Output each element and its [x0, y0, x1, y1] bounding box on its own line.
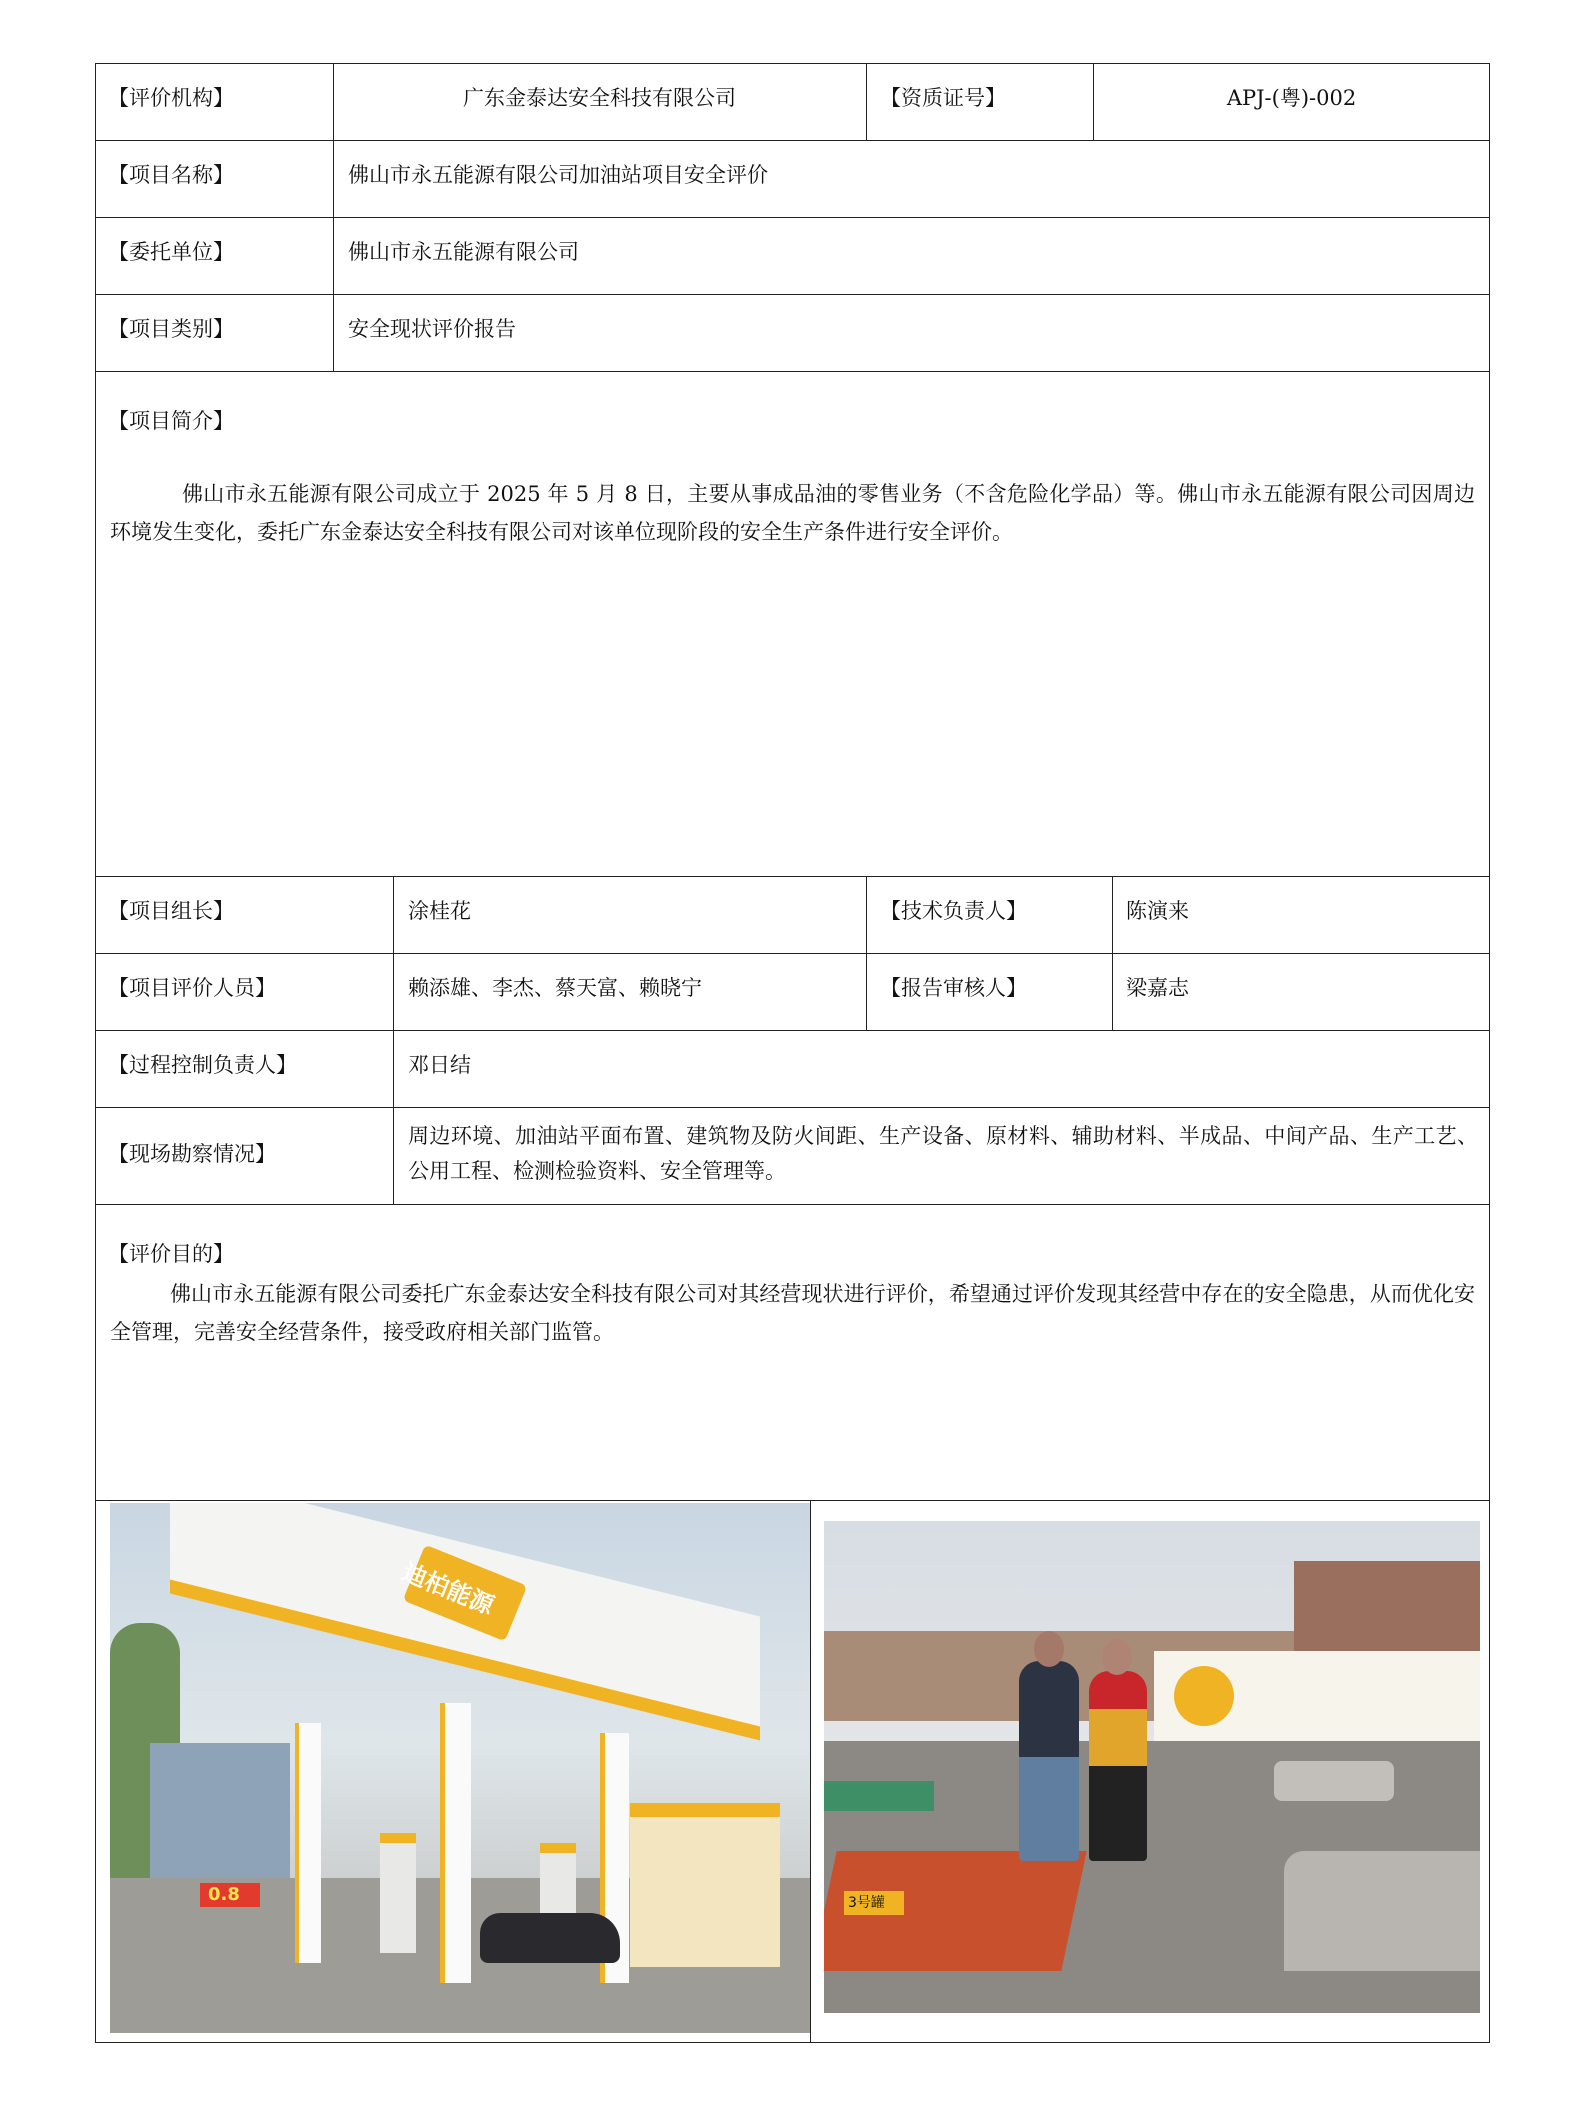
intro-text: 佛山市永五能源有限公司成立于 2025 年 5 月 8 日，主要从事成品油的零售业务（不含危险化学品）等。佛山市永五能源有限公司因周边环境发生变化，委托广东金泰达安全科技有限公司对该单位现阶段的安全生产条件进行安全评价。 [110, 482, 1475, 544]
purpose-label: 【评价目的】 [108, 1242, 234, 1266]
project-type-value: 安全现状评价报告 [348, 317, 516, 341]
price-tag: 0.8 [208, 1884, 240, 1905]
purpose-text: 佛山市永五能源有限公司委托广东金泰达安全科技有限公司对其经营现状进行评价，希望通过评价发现其经营中存在的安全隐患，从而优化安全管理，完善安全经营条件，接受政府相关部门监管。 [110, 1282, 1475, 1344]
cert-label: 【资质证号】 [880, 86, 1006, 110]
tank-tag: 3号罐 [848, 1895, 885, 1911]
members-value: 赖添雄、李杰、蔡天富、赖晓宁 [408, 976, 702, 1000]
col-divider [393, 876, 394, 1204]
process-control-value: 邓日结 [408, 1053, 471, 1077]
client-label: 【委托单位】 [108, 240, 234, 264]
reviewer-label: 【报告审核人】 [880, 976, 1027, 1000]
leader-label: 【项目组长】 [108, 899, 234, 923]
project-name-label: 【项目名称】 [108, 163, 234, 187]
col-divider [810, 1500, 811, 2043]
row-divider [95, 1204, 1490, 1205]
row-divider [95, 294, 1490, 295]
cert-value: APJ-(粤)-002 [1226, 86, 1357, 110]
client-value: 佛山市永五能源有限公司 [348, 240, 579, 264]
members-label: 【项目评价人员】 [108, 976, 276, 1000]
survey-label: 【现场勘察情况】 [108, 1142, 276, 1166]
project-name-value: 佛山市永五能源有限公司加油站项目安全评价 [348, 163, 768, 187]
row-divider [95, 1500, 1490, 1501]
row-divider [95, 217, 1490, 218]
row-divider [95, 953, 1490, 954]
canopy-sign: 迪柏能源 [398, 1558, 498, 1620]
intro-label: 【项目简介】 [108, 409, 234, 433]
row-divider [95, 140, 1490, 141]
col-divider [866, 63, 867, 140]
gas-station-photo [110, 1503, 810, 2033]
row-divider [95, 371, 1490, 372]
tech-lead-label: 【技术负责人】 [880, 899, 1027, 923]
org-value: 广东金泰达安全科技有限公司 [463, 86, 736, 110]
col-divider [866, 876, 867, 1030]
person-1 [1019, 1661, 1079, 1861]
col-divider [1112, 876, 1113, 1030]
process-control-label: 【过程控制负责人】 [108, 1053, 297, 1077]
org-label: 【评价机构】 [108, 86, 234, 110]
person-2 [1089, 1671, 1147, 1861]
survey-value: 周边环境、加油站平面布置、建筑物及防火间距、生产设备、原材料、辅助材料、半成品、中间产品、生产工艺、公用工程、检测检验资料、安全管理等。 [408, 1124, 1478, 1183]
row-divider [95, 1030, 1490, 1031]
tank-area-photo [824, 1521, 1480, 2013]
leader-value: 涂桂花 [408, 899, 471, 923]
tech-lead-value: 陈演来 [1126, 899, 1189, 923]
row-divider [95, 876, 1490, 877]
reviewer-value: 梁嘉志 [1126, 976, 1189, 1000]
project-type-label: 【项目类别】 [108, 317, 234, 341]
row-divider [95, 1107, 1490, 1108]
